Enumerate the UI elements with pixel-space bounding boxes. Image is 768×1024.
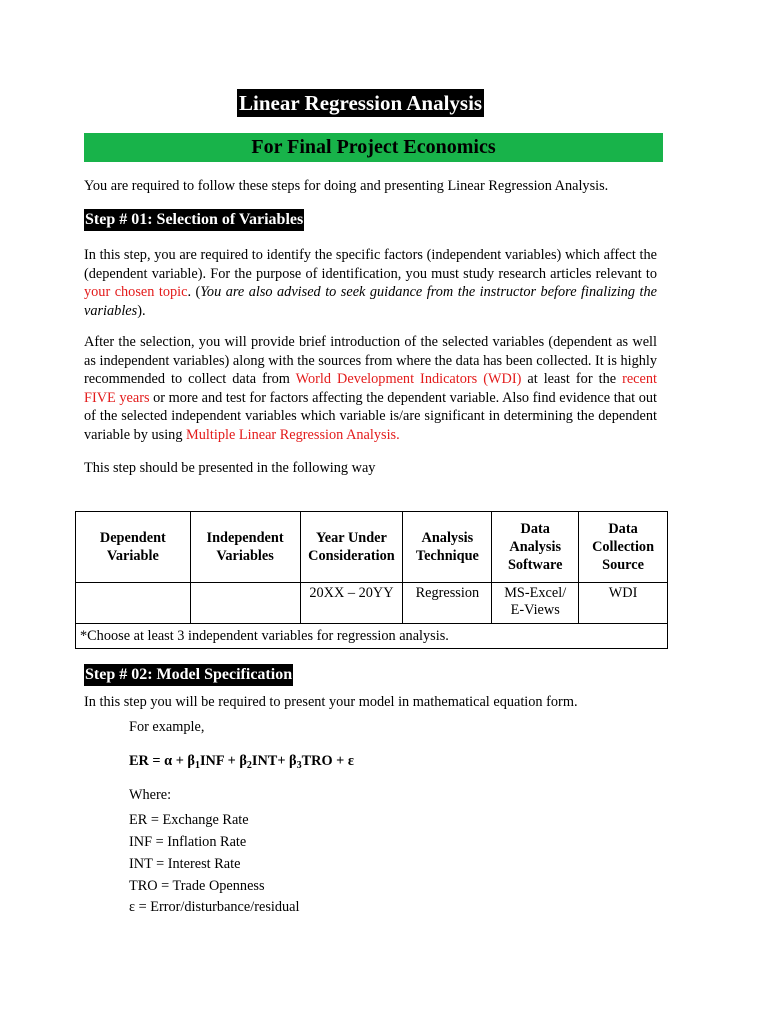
- step1-heading: Step # 01: Selection of Variables: [84, 209, 304, 231]
- five-years-highlight: recent FIVE years: [84, 371, 657, 406]
- mlr-highlight: Multiple Linear Regression Analysis.: [186, 426, 400, 443]
- step1-paragraph-1: In this step, you are required to identify the specific factors (independent variables) which affect the (dependent variable). For the purpose of identification, you must study research articles relevant to your chosen topic. (You are also advised to seek guidance from the instructor before finalizing the variables).: [84, 247, 657, 319]
- definition-item: INT = Interest Rate: [129, 856, 241, 872]
- document-title: Linear Regression Analysis: [239, 91, 483, 115]
- table-footnote: *Choose at least 3 independent variables for regression analysis.: [76, 624, 668, 649]
- where-label: Where:: [129, 787, 172, 803]
- wdi-highlight: World Development Indicators (WDI): [295, 371, 522, 387]
- table-cell: MS-Excel/ E-Views: [492, 583, 579, 624]
- step1-paragraph-3: This step should be presented in the following way: [84, 460, 376, 476]
- example-label: For example,: [129, 719, 205, 735]
- table-cell: WDI: [579, 583, 668, 624]
- definition-item: TRO = Trade Openness: [129, 878, 265, 894]
- subtitle-banner: For Final Project Economics: [84, 133, 663, 162]
- table-header-row: [76, 512, 668, 583]
- definition-item: ER = Exchange Rate: [129, 812, 249, 828]
- table-cell: [76, 583, 191, 624]
- step2-paragraph-1: In this step you will be required to present your model in mathematical equation form.: [84, 694, 578, 710]
- table-cell: 20XX – 20YY: [300, 583, 403, 624]
- table-header: Analysis Technique: [403, 512, 492, 583]
- table-cell: [190, 583, 300, 624]
- chosen-topic-link: your chosen topic: [84, 284, 188, 300]
- step1-paragraph-2: After the selection, you will provide brief introduction of the selected variables (dependent as well as independent variables) along with the sources from where the data has been collected. It is highly recommended to collect data from World Development Indicators (WDI) at least for the recent FIVE years or more and test for factors affecting the dependent variable. Also find evidence that out of the selected independent variables which variable is/are significant in determining the dependent variable by using Multiple Linear Regression Analysis.: [84, 334, 658, 443]
- table-row: [76, 583, 668, 624]
- table-header: Dependent Variable: [76, 512, 191, 583]
- variables-table: [75, 511, 668, 649]
- table-cell: Regression: [403, 583, 492, 624]
- table-header: Year Under Consideration: [300, 512, 403, 583]
- table-header: Data Collection Source: [579, 512, 668, 583]
- definition-item: ε = Error/disturbance/residual: [129, 899, 300, 915]
- definition-item: INF = Inflation Rate: [129, 834, 247, 850]
- table-footnote-row: [76, 624, 668, 649]
- step2-heading: Step # 02: Model Specification: [84, 664, 293, 686]
- table-header: Data Analysis Software: [492, 512, 579, 583]
- intro-paragraph: You are required to follow these steps for doing and presenting Linear Regression Analysis.: [84, 178, 609, 194]
- table-header: Independent Variables: [190, 512, 300, 583]
- model-equation: ER = $\alpha + \beta_1INF + \beta_2INT+ \beta_3TRO + \varepsilon$: [129, 753, 354, 771]
